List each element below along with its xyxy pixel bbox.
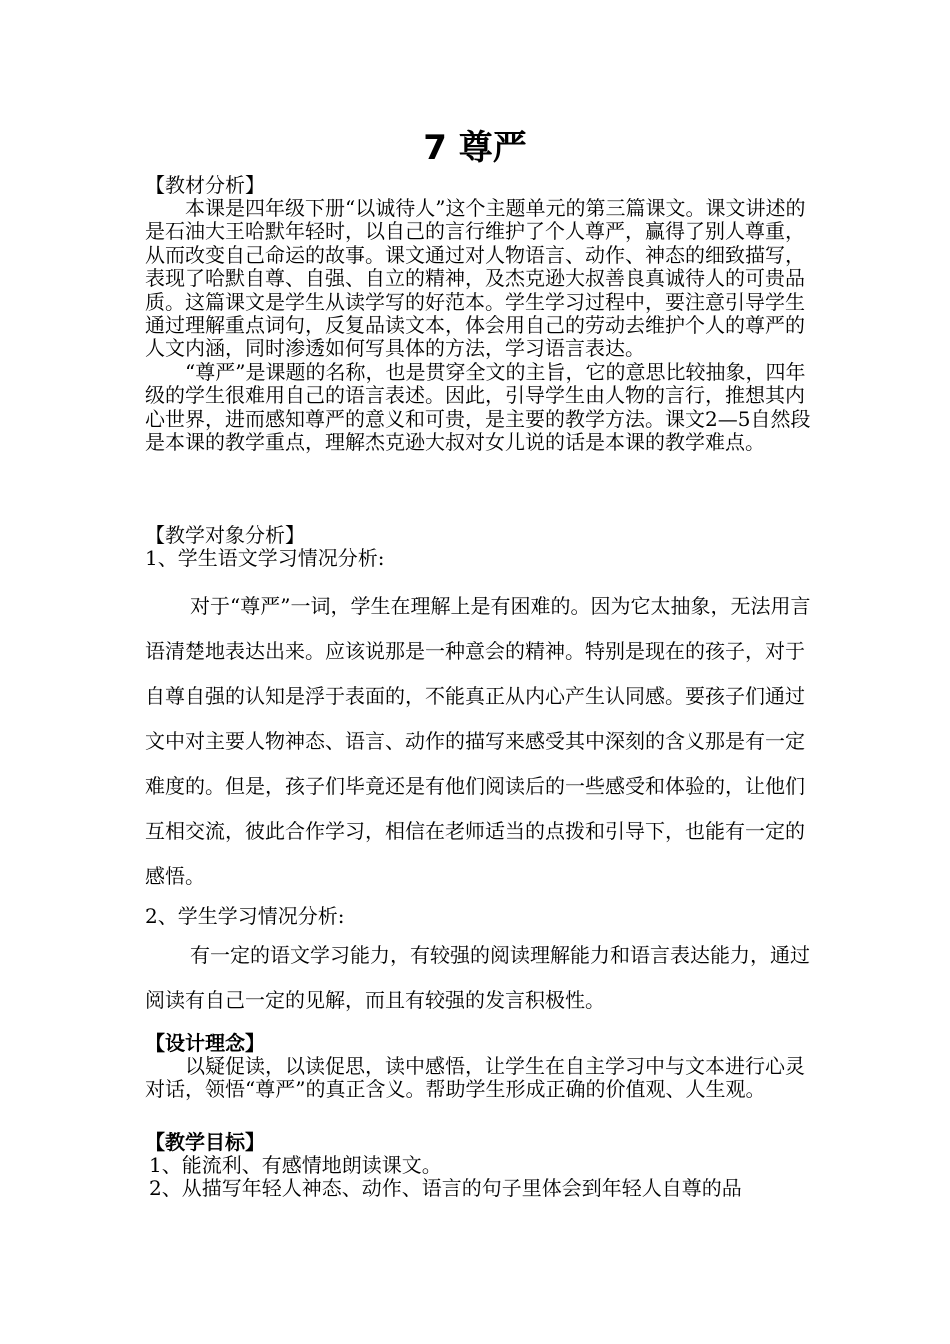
section-heading-teaching-goals: 【教学目标】 xyxy=(145,1130,265,1154)
subheading-language-learning: 1、学生语文学习情况分析: xyxy=(145,546,385,570)
design-concept-paragraph: 以疑促读，以读促思，读中感悟，让学生在自主学习中与文本进行心灵对话，领悟“尊严”的真正含义。帮助学生形成正确的价值观、人生观。 xyxy=(145,1054,805,1102)
student-analysis-body-2 xyxy=(145,933,815,1023)
section-heading-design-concept: 【设计理念】 xyxy=(145,1031,265,1055)
student-analysis-heading-block xyxy=(145,524,815,570)
material-analysis-paragraph-2: “尊严”是课题的名称，也是贯穿全文的主旨，它的意思比较抽象，四年级的学生很难用自己的语言表述。因此，引导学生由人物的言行，推想其内心世界，进而感知尊严的意义和可贵，是主要的教学方法。课文2—5自然段是本课的教学重点，理解杰克逊大叔对女儿说的话是本课的教学难点。 xyxy=(145,359,811,455)
subheading-learning-status: 2、学生学习情况分析: xyxy=(145,904,345,928)
section-heading-material-analysis: 【教材分析】 xyxy=(145,173,265,197)
teaching-goal-item-2: 2、从描写年轻人神态、动作、语言的句子里体会到年轻人自尊的品 xyxy=(149,1176,742,1201)
language-learning-paragraph: 对于“尊严”一词，学生在理解上是有困难的。因为它太抽象，无法用言语清楚地表达出来。应该说那是一种意会的精神。特别是现在的孩子，对于自尊自强的认知是浮于表面的，不能真正从内心产生认同感。要孩子们通过文中对主要人物神态、语言、动作的描写来感受其中深刻的含义那是有一定难度的。但是，孩子们毕竟还是有他们阅读后的一些感受和体验的，让他们互相交流，彼此合作学习，相信在老师适当的点拨和引导下，也能有一定的感悟。 xyxy=(145,594,811,888)
student-analysis-subheading-2 xyxy=(145,904,815,928)
section-heading-student-analysis: 【教学对象分析】 xyxy=(145,523,305,547)
material-analysis-section xyxy=(145,174,815,454)
teaching-goals-section xyxy=(145,1131,815,1201)
learning-status-paragraph: 有一定的语文学习能力，有较强的阅读理解能力和语言表达能力，通过阅读有自己一定的见解，而且有较强的发言积极性。 xyxy=(145,943,810,1012)
design-concept-section xyxy=(145,1032,815,1102)
document-title: 7 尊严 xyxy=(423,128,527,168)
material-analysis-paragraph-1: 本课是四年级下册“以诚待人”这个主题单元的第三篇课文。课文讲述的是石油大王哈默年轻时，以自己的言行维护了个人尊严，赢得了别人尊重，从而改变自己命运的故事。课文通过对人物语言、动作、神态的细致描写，表现了哈默自尊、自强、自立的精神，及杰克逊大叔善良真诚待人的可贵品质。这篇课文是学生从读学写的好范本。学生学习过程中，要注意引导学生通过理解重点词句，反复品读文本，体会用自己的劳动去维护个人的尊严的人文内涵，同时渗透如何写具体的方法，学习语言表达。 xyxy=(145,196,806,361)
teaching-goal-item-1: 1、能流利、有感情地朗读课文。 xyxy=(149,1153,442,1177)
student-analysis-body-1 xyxy=(145,584,815,899)
